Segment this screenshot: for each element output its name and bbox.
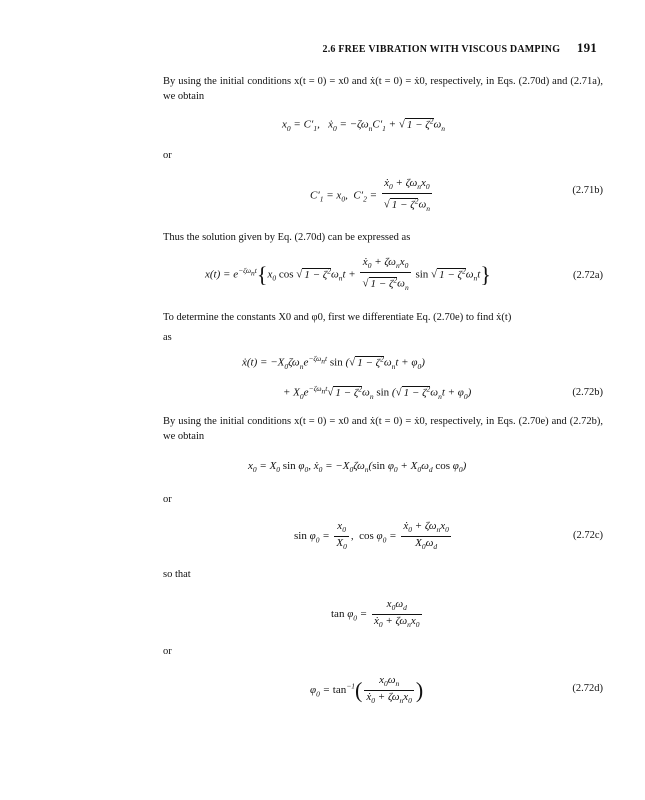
- paragraph-solution: Thus the solution given by Eq. (2.70d) can be expressed as: [163, 232, 411, 243]
- equation-number: (2.72a): [572, 270, 603, 281]
- paragraph-determine-constants: To determine the constants X0 and φ0, first we differentiate Eq. (2.70e) to find ẋ(t): [163, 312, 512, 323]
- equation-velocity-line-1: ẋ(t) = $-X_0\zeta\omega_ne^{-\zeta\omega_nt}$ sin (√ $1 - \zeta^2\omega_nt + \varphi_0$): [242, 354, 425, 371]
- equation-2-71b: $C'_1 = x_0$, $C'_2$ = $\frac{ẋ_0 + \zeta\omega_nx_0}{√ 1 - \zeta^2\omega_n}$: [310, 177, 430, 214]
- equation-number: (2.72c): [572, 530, 603, 541]
- page-number: 191: [576, 40, 597, 55]
- connector-or-1: or: [163, 150, 172, 161]
- equation-number: (2.72b): [572, 387, 603, 398]
- paragraph-initial-conditions-2: By using the initial conditions x(t = 0) = x0 and ẋ(t = 0) = ẋ0, respectively, in Eqs. (2.70e) and (2.72b), we obtain: [163, 416, 603, 442]
- running-header: [323, 40, 597, 56]
- equation-number: (2.72d): [572, 683, 603, 694]
- connector-or-3: or: [163, 646, 172, 657]
- equation-2-72c: $\sin \varphi_0$ = $\frac{x_0}{X_0}$ , $\cos \varphi_0$ = $\frac{ẋ_0 + \zeta\omega_nx_0}{X_0\omega_d}$: [294, 520, 449, 552]
- connector-as: as: [163, 332, 172, 343]
- equation-number: (2.71b): [572, 185, 603, 196]
- equation-initial-values: $x_0 = C'_1$, ẋ$_0$ = $-\zeta\omega_nC'_1$ + √ $1 - \zeta^2\omega_n$: [282, 116, 446, 133]
- equation-tan-phi: $\tan \varphi_0$ = $\frac{x_0\omega_d}{ẋ_0 + \zeta\omega_nx_0}$: [331, 598, 420, 630]
- connector-or-2: or: [163, 494, 172, 505]
- paragraph-initial-conditions: By using the initial conditions x(t = 0) = x0 and ẋ(t = 0) = ẋ0, respectively, in Eqs. (2.70d) and (2.71a), we obtain: [163, 76, 603, 102]
- equation-x0-relations: $x_0 = X_0$ $\sin \varphi_0$, ẋ$_0$ = $-X_0\zeta\omega_n(\sin$ $\varphi_0 + X_0\omega_d$ $\cos \varphi_0$): [248, 460, 467, 475]
- section-title: 2.6 FREE VIBRATION WITH VISCOUS DAMPING: [322, 44, 561, 55]
- equation-velocity-line-2: + $X_0e^{-\zeta\omega_nt}√$ $1 - \zeta^2\omega_n$ sin (√ $1 - \zeta^2\omega_nt + \varphi_0$): [283, 384, 472, 401]
- equation-2-72d: $\varphi_0 = \tan^{-1}$( $\frac{x_0\omega_n}{ẋ_0 + \zeta\omega_nx_0}$ ): [310, 674, 424, 706]
- connector-so-that: so that: [163, 569, 191, 580]
- equation-2-72a: $x(t) = e^{-\zeta\omega_nt}\{x_0$ cos √ $1 - \zeta^2\omega_nt$ + $\frac{ẋ_0 + \zeta\omega_nx_0}{√ 1 - \zeta^2\omega_n}$ sin √ $1 - \zeta^2\omega_nt$}: [205, 256, 491, 293]
